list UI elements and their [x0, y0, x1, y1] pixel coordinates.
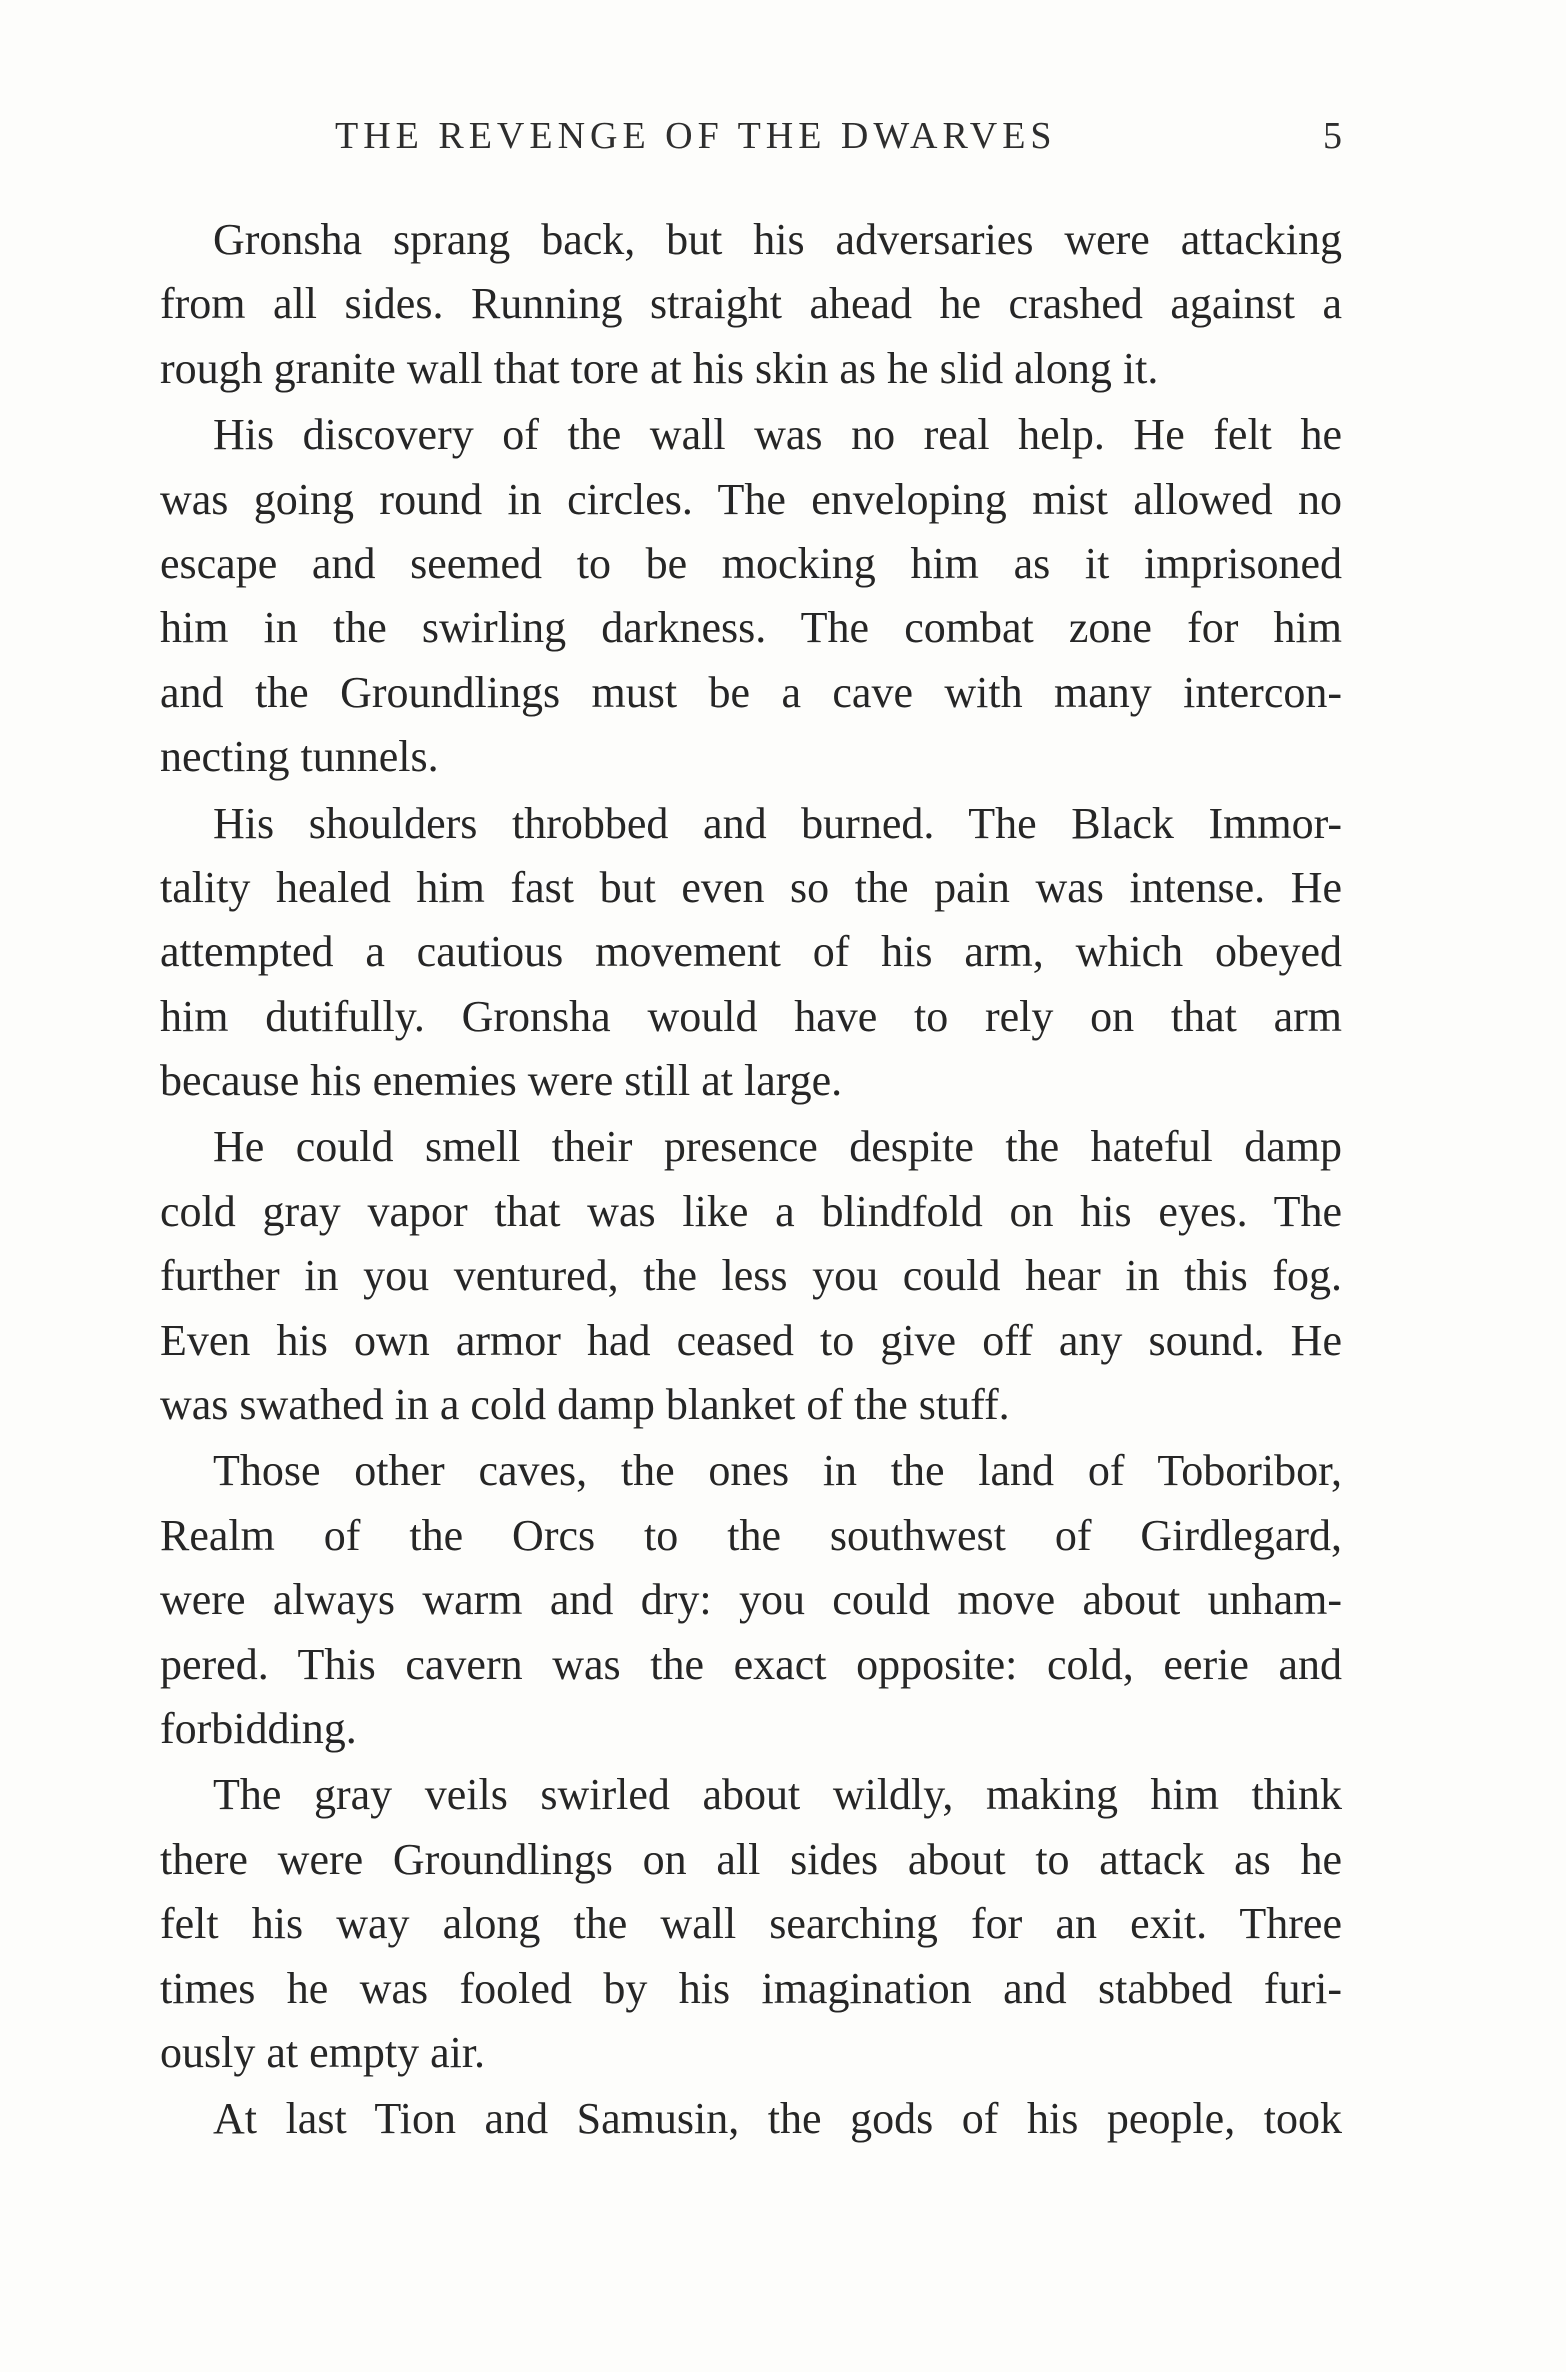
paragraph — [160, 2087, 1342, 2151]
paragraph — [160, 1115, 1342, 1437]
running-title: THE REVENGE OF THE DWARVES — [335, 115, 1057, 157]
text-line: His discovery of the wall was no real help. He felt he — [213, 410, 1342, 460]
running-header — [160, 106, 1342, 166]
text-line: forbidding. — [160, 1703, 357, 1753]
text-line: Even his own armor had ceased to give off any sound. He — [160, 1315, 1342, 1365]
text-line: cold gray vapor that was like a blindfold on his eyes. The — [160, 1186, 1342, 1236]
text-line: because his enemies were still at large. — [160, 1056, 843, 1106]
paragraph — [160, 792, 1342, 1114]
page-number: 5 — [1323, 115, 1342, 157]
text-line: necting tunnels. — [160, 732, 439, 782]
body-text — [160, 208, 1342, 2152]
text-line: Those other caves, the ones in the land of Toboribor, — [213, 1446, 1342, 1496]
paragraph — [160, 1763, 1342, 2085]
text-line: rough granite wall that tore at his skin as he slid along it. — [160, 343, 1159, 393]
paragraph — [160, 208, 1342, 401]
text-line: tality healed him fast but even so the pain was intense. He — [160, 862, 1342, 912]
text-line: there were Groundlings on all sides about to attack as he — [160, 1834, 1342, 1884]
text-line: ously at empty air. — [160, 2027, 486, 2077]
text-line: were always warm and dry: you could move about unham- — [160, 1575, 1342, 1625]
text-line: pered. This cavern was the exact opposite: cold, eerie and — [160, 1639, 1342, 1689]
text-line: was swathed in a cold damp blanket of the stuff. — [160, 1380, 1010, 1430]
text-line: was going round in circles. The enveloping mist allowed no — [160, 474, 1342, 524]
text-line: further in you ventured, the less you could hear in this fog. — [160, 1251, 1342, 1301]
text-line: times he was fooled by his imagination and stabbed furi- — [160, 1963, 1342, 2013]
text-line: Gronsha sprang back, but his adversaries were attacking — [213, 215, 1342, 264]
text-line: felt his way along the wall searching for an exit. Three — [160, 1899, 1342, 1949]
text-line: him dutifully. Gronsha would have to rely on that arm — [160, 991, 1342, 1041]
text-line: attempted a cautious movement of his arm, which obeyed — [160, 927, 1342, 977]
text-line: At last Tion and Samusin, the gods of his people, took — [213, 2094, 1342, 2144]
paragraph — [160, 403, 1342, 789]
text-line: Realm of the Orcs to the southwest of Girdlegard, — [160, 1510, 1342, 1560]
text-line: His shoulders throbbed and burned. The Black Immor- — [213, 798, 1342, 848]
text-line: The gray veils swirled about wildly, making him think — [213, 1770, 1342, 1820]
paragraph — [160, 1439, 1342, 1761]
text-line: escape and seemed to be mocking him as it imprisoned — [160, 538, 1342, 588]
text-line: and the Groundlings must be a cave with many intercon- — [160, 667, 1342, 717]
text-line: him in the swirling darkness. The combat zone for him — [160, 603, 1342, 653]
text-line: He could smell their presence despite the hateful damp — [213, 1122, 1342, 1172]
text-line: from all sides. Running straight ahead he crashed against a — [160, 279, 1342, 329]
